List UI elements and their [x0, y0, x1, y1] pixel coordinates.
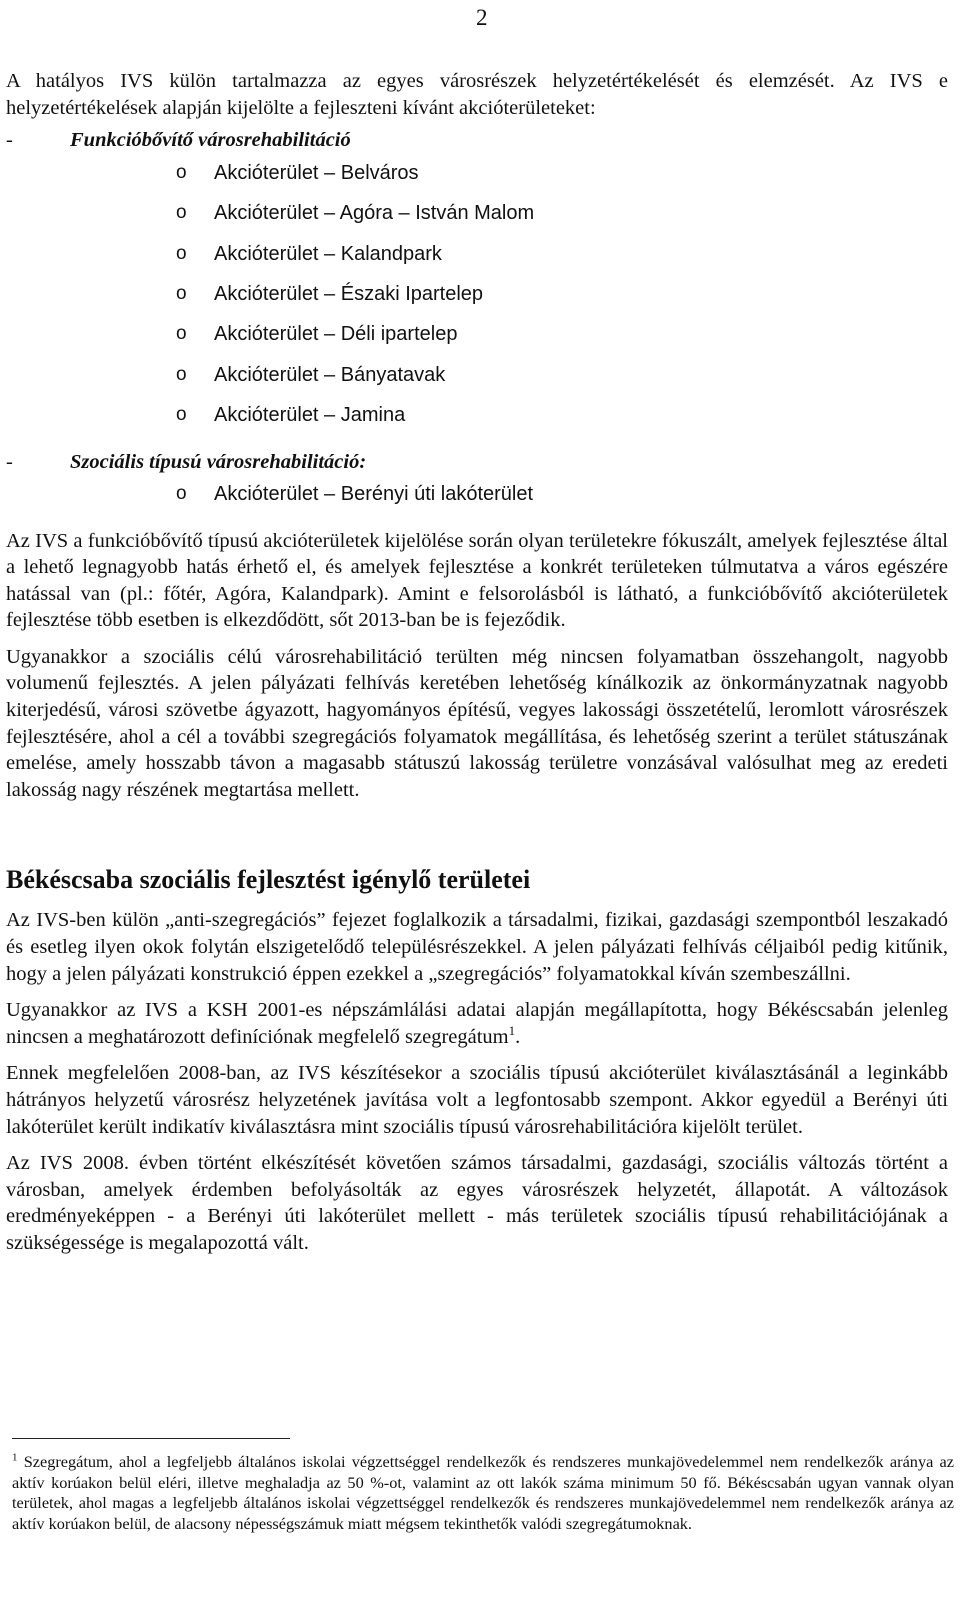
paragraph: Az IVS a funkcióbővítő típusú akcióterületek kijelölése során olyan területekre fókuszált, amelyek fejlesztése által a lehető legnagyobb hatás érhető el, és amelyek fejlesztése a konkrét területeken túlmutatva a város egészére hatással van (pl.: főtér, Agóra, Kalandpark). Amint e felsorolásból is látható, a funkcióbővítő akcióterületek fejlesztése több esetben is elkezdődött, sőt 2013-ban be is fejeződik.: [6, 529, 948, 632]
bullet-marker: o: [176, 483, 187, 505]
bullet-marker: o: [176, 282, 187, 304]
paragraph-end: .: [515, 1025, 521, 1048]
bullet-marker: o: [176, 202, 187, 224]
list-item-text: Akcióterület – Kalandpark: [214, 242, 442, 265]
list-item: [70, 362, 948, 402]
page-number: 2: [476, 5, 488, 30]
section-heading: Békéscsaba szociális fejlesztést igénylő területei: [6, 865, 531, 895]
footnote: [12, 1452, 954, 1534]
bullet-marker: o: [176, 363, 187, 385]
list-item: [70, 481, 948, 521]
bullet-marker: o: [176, 323, 187, 345]
paragraph: Ugyanakkor a szociális célú városrehabilitáció terülten még nincsen folyamatban összehangolt, nagyobb volumenű fejlesztés. A jelen pályázati felhívás keretében lehetőség kínálkozik az önkormányzatnak nagyobb kiterjedésű, városi szövetbe ágyazott, hagyományos építésű, vegyes lakossági összetételű, leromlott városrészek fejlesztésére, ahol a cél a további szegregációs folyamatok megállítása, és lehetőség szerint a terület státuszának emelése, amely hosszabb távon a magasabb státuszú lakosság területre vonzásával valósulhat meg az eredeti lakosság nagy részének megtartása mellett.: [6, 645, 948, 801]
area-group-title: Funkcióbővítő városrehabilitáció: [70, 129, 351, 152]
list-item-text: Akcióterület – Agóra – István Malom: [214, 202, 535, 225]
list-item: [70, 200, 948, 240]
bullet-marker: o: [176, 404, 187, 426]
list-item: [70, 321, 948, 361]
document-body: [6, 68, 948, 1257]
list-item-text: Akcióterület – Jamina: [214, 404, 406, 427]
footnote-reference[interactable]: 1: [508, 1022, 516, 1038]
area-group-title: Szociális típusú városrehabilitáció:: [70, 450, 367, 473]
area-sublist: [70, 160, 948, 443]
paragraph: Ennek megfelelően 2008-ban, az IVS készítésekor a szociális típusú akcióterület kiválasztásánál a leginkább hátrányos helyzetű városrész helyzetének javítása volt a legfontosabb szempont. Akkor egyedül a Berényi úti lakóterület került indikatív kiválasztásra mint szociális típusú városrehabilitációra kijelölt terület.: [6, 1062, 948, 1138]
paragraph-text: Ugyanakkor az IVS a KSH 2001-es népszámlálási adatai alapján megállapította, hogy Békéscsabán jelenleg nincsen a meghatározott definíciónak megfelelő szegregátum: [6, 999, 948, 1048]
paragraph: Az IVS 2008. évben történt elkészítését követően számos társadalmi, gazdasági, szociális változás történt a városban, amelyek érdemben befolyásolták az egyes városrészek helyzetét, állapotát. A változások eredményeképpen - a Berényi úti lakóterület mellett - más területek szociális típusú rehabilitációjának a szükségessége is megalapozottá vált.: [6, 1152, 948, 1254]
area-sublist: [70, 481, 948, 521]
list-item: [70, 160, 948, 200]
dash-marker: -: [6, 129, 13, 152]
list-item-text: Akcióterület – Belváros: [214, 161, 419, 184]
list-item: [70, 402, 948, 442]
list-item-text: Akcióterület – Déli ipartelep: [214, 323, 458, 346]
list-item-text: Akcióterület – Bányatavak: [214, 363, 446, 386]
bullet-marker: o: [176, 161, 187, 183]
list-item: [70, 281, 948, 321]
footnote-text: Szegregátum, ahol a legfeljebb általános iskolai végzettséggel rendelkezők és rendszeres munkajövedelemmel nem rendelkezők aránya az aktív korúakon belül eléri, illetve meghaladja az 50 %-ot, valamint az ott lakók száma minimum 50 fő. Békéscsabán ugyan vannak olyan területek, ahol magas a legfeljebb általános iskolai végzettséggel rendelkezők és rendszeres munkajövedelemmel nem rendelkezők aránya az aktív korúakon belül, de alacsony népességszámuk miatt mégsem tekinthetők valódi szegregátumoknak.: [12, 1452, 954, 1533]
area-group-social: [6, 449, 948, 522]
paragraph-with-footnote: [6, 997, 948, 1050]
bullet-marker: o: [176, 242, 187, 264]
action-area-list: [6, 127, 948, 521]
dash-marker: -: [6, 450, 13, 473]
paragraph: Az IVS-ben külön „anti-szegregációs” fejezet foglalkozik a társadalmi, fizikai, gazdasági szempontból leszakadó és esetleg ilyen okok folytán elszigetelődő településrészekkel. A jelen pályázati felhívás céljaiból pedig kitűnik, hogy a jelen pályázati konstrukció éppen ezekkel a „szegregációs” folyamatokkal kíván szembeszállni.: [6, 909, 948, 985]
footnote-separator: [12, 1438, 290, 1439]
intro-paragraph: A hatályos IVS külön tartalmazza az egyes városrészek helyzetértékelését és elemzését. Az IVS e helyzetértékelések alapján kijelölte a fejleszteni kívánt akcióterületeket:: [6, 70, 948, 119]
area-group-functional: [6, 127, 948, 442]
list-item: [70, 241, 948, 281]
footnote-marker: 1: [12, 1451, 18, 1464]
list-item-text: Akcióterület – Berényi úti lakóterület: [214, 483, 534, 506]
list-item-text: Akcióterület – Északi Ipartelep: [214, 282, 484, 305]
